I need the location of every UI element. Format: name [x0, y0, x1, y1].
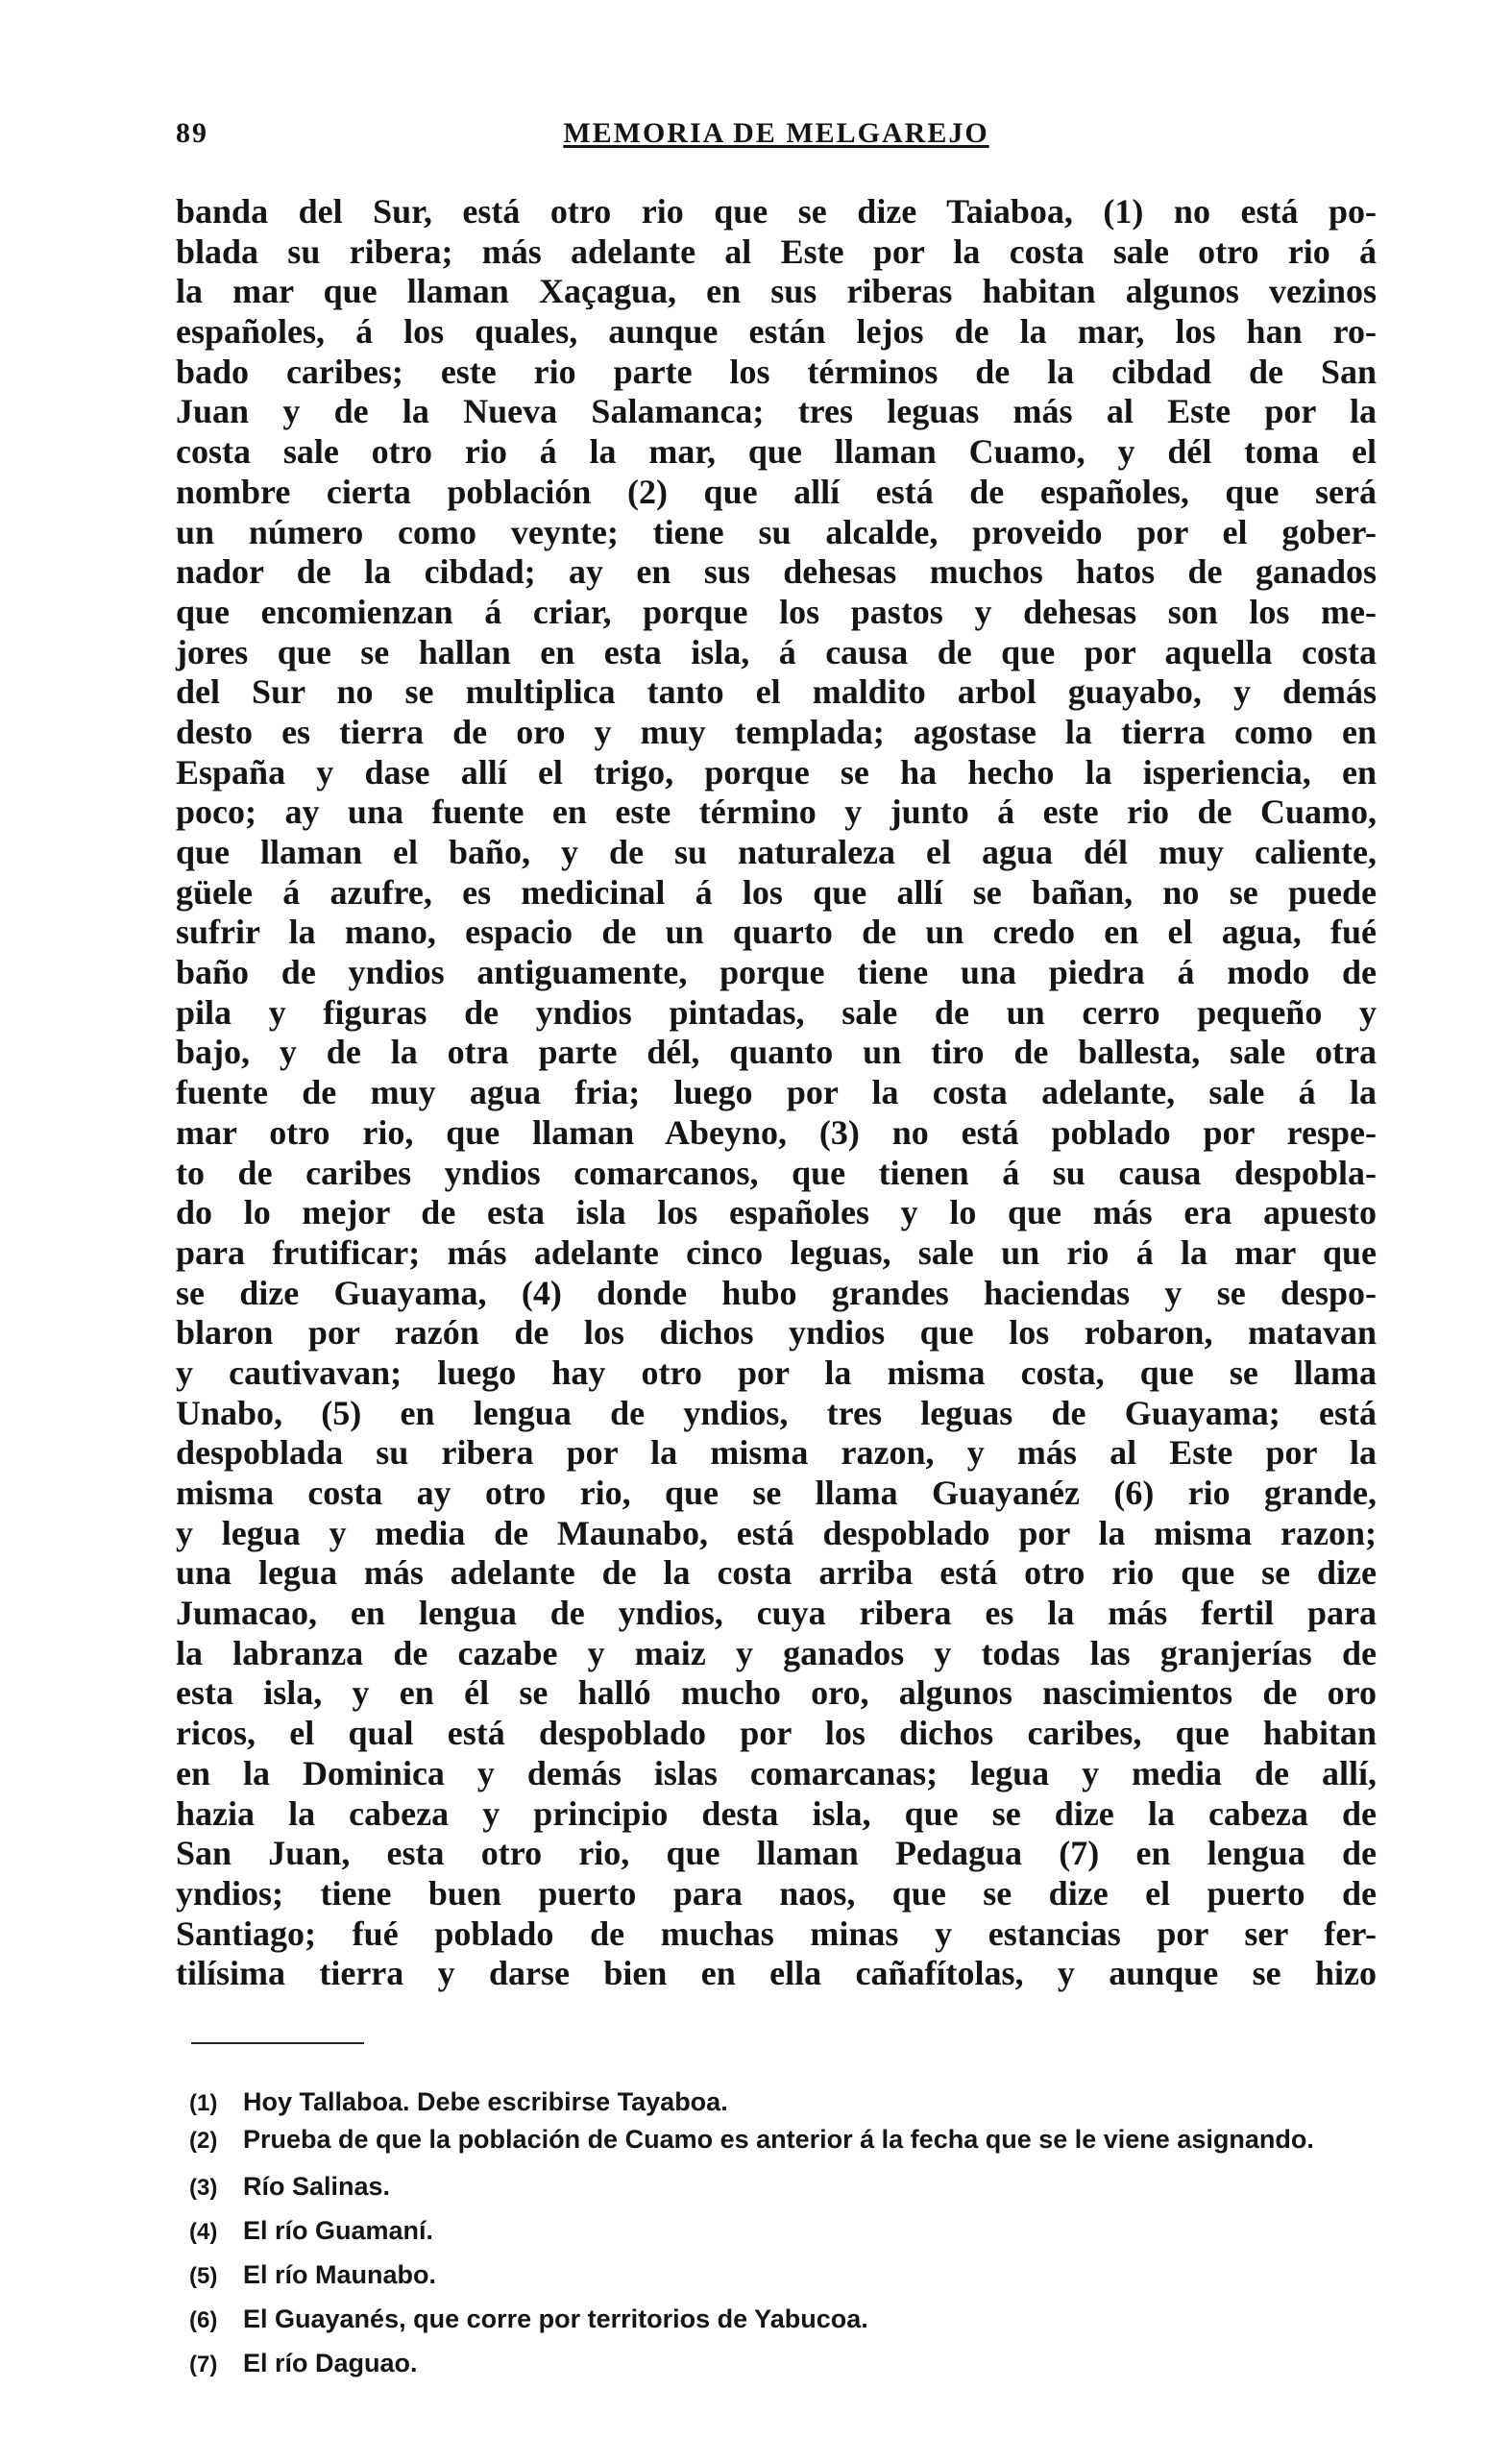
- body-line: poco; ay una fuente en este término y junto á este rio de Cuamo,: [176, 792, 1377, 832]
- footnote-label: (7): [189, 2351, 218, 2377]
- body-line: San Juan, esta otro rio, que llaman Pedagua (7) en lengua de: [176, 1834, 1377, 1873]
- body-line: sufrir la mano, espacio de un quarto de un credo en el agua, fué: [176, 913, 1377, 952]
- footnote-label: (4): [189, 2218, 218, 2245]
- footnote-label: (1): [189, 2089, 218, 2116]
- body-line: y legua y media de Maunabo, está despoblado por la misma razon;: [176, 1513, 1377, 1552]
- body-line: nombre cierta población (2) que allí está de españoles, que será: [176, 472, 1377, 511]
- body-line: bado caribes; este rio parte los términos de la cibdad de San: [176, 352, 1377, 391]
- body-line: y cautivavan; luego hay otro por la misma costa, que se llama: [176, 1353, 1377, 1392]
- footnote-text: El río Maunabo.: [243, 2259, 437, 2289]
- body-line: blada su ribera; más adelante al Este por la costa sale otro rio á: [176, 232, 1377, 271]
- body-line: fuente de muy agua fria; luego por la costa adelante, sale á la: [176, 1073, 1377, 1112]
- body-line: tilísima tierra y darse bien en ella cañafítolas, y aunque se hizo: [176, 1954, 1377, 1993]
- body-line: nador de la cibdad; ay en sus dehesas muchos hatos de ganados: [176, 552, 1377, 592]
- body-line: do lo mejor de esta isla los españoles y lo que más era apuesto: [176, 1193, 1377, 1232]
- body-line: Juan y de la Nueva Salamanca; tres leguas más al Este por la: [176, 392, 1377, 431]
- running-head: [176, 113, 1377, 171]
- body-line: que encomienzan á criar, porque los pastos y dehesas son los me-: [176, 592, 1377, 631]
- footnote-label: (3): [189, 2174, 218, 2201]
- footnote: [176, 2342, 1377, 2386]
- body-line: yndios; tiene buen puerto para naos, que se dize el puerto de: [176, 1873, 1377, 1913]
- body-line: jores que se hallan en esta isla, á causa de que por aquella costa: [176, 632, 1377, 671]
- footnotes: [176, 2081, 1377, 2386]
- body-line: esta isla, y en él se halló mucho oro, algunos nascimientos de oro: [176, 1673, 1377, 1713]
- body-line: una legua más adelante de la costa arriba está otro rio que se dize: [176, 1553, 1377, 1593]
- body-line: to de caribes yndios comarcanos, que tienen á su causa despobla-: [176, 1153, 1377, 1192]
- body-line: la labranza de cazabe y maiz y ganados y todas las granjerías de: [176, 1633, 1377, 1672]
- body-line: pila y figuras de yndios pintadas, sale de un cerro pequeño y: [176, 992, 1377, 1032]
- body-text: [176, 192, 1377, 1994]
- body-line: desto es tierra de oro y muy templada; agostase la tierra como en: [176, 712, 1377, 751]
- body-line: baño de yndios antiguamente, porque tiene una piedra á modo de: [176, 953, 1377, 992]
- body-line: Unabo, (5) en lengua de yndios, tres leguas de Guayama; está: [176, 1393, 1377, 1432]
- body-line: despoblada su ribera por la misma razon, y más al Este por la: [176, 1433, 1377, 1473]
- footnote-label: (6): [189, 2306, 218, 2333]
- footnote-text: El río Guamaní.: [243, 2215, 434, 2245]
- footnote-text: El Guayanés, que corre por territorios de Yabucoa.: [243, 2304, 868, 2333]
- footnote-text: Río Salinas.: [243, 2171, 391, 2201]
- body-line: Santiago; fué poblado de muchas minas y estancias por ser fer-: [176, 1914, 1377, 1953]
- footnote: [176, 2125, 1352, 2156]
- body-line: ricos, el qual está despoblado por los dichos caribes, que habitan: [176, 1714, 1377, 1753]
- body-line: mar otro rio, que llaman Abeyno, (3) no está poblado por respe-: [176, 1112, 1377, 1152]
- body-line: güele á azufre, es medicinal á los que allí se bañan, no se puede: [176, 872, 1377, 912]
- body-line: un número como veynte; tiene su alcalde, proveido por el gober-: [176, 512, 1377, 551]
- footnote-text: Hoy Tallaboa. Debe escribirse Tayaboa.: [243, 2086, 728, 2116]
- footnote: [176, 2254, 1377, 2298]
- body-line: la mar que llaman Xaçagua, en sus riberas habitan algunos vezinos: [176, 272, 1377, 311]
- running-title: MEMORIA DE MELGAREJO: [563, 117, 989, 149]
- footnote: [176, 2165, 1377, 2209]
- footnote-text: Prueba de que la población de Cuamo es anterior á la fecha que se le viene asignando.: [243, 2124, 1314, 2154]
- footnote-label: (2): [189, 2127, 218, 2154]
- footnote: [176, 2209, 1377, 2254]
- page-number: 89: [176, 117, 208, 149]
- body-line: bajo, y de la otra parte dél, quanto un tiro de ballesta, sale otra: [176, 1033, 1377, 1072]
- body-line: banda del Sur, está otro rio que se dize Taiaboa, (1) no está po-: [176, 192, 1377, 231]
- body-line: costa sale otro rio á la mar, que llaman Cuamo, y dél toma el: [176, 432, 1377, 472]
- body-line: que llaman el baño, y de su naturaleza el agua dél muy caliente,: [176, 833, 1377, 871]
- body-line: se dize Guayama, (4) donde hubo grandes haciendas y se despo-: [176, 1273, 1377, 1312]
- footnote-text: El río Daguao.: [243, 2348, 418, 2377]
- body-line: españoles, á los quales, aunque están lejos de la mar, los han ro-: [176, 312, 1377, 352]
- body-line: en la Dominica y demás islas comarcanas; legua y media de allí,: [176, 1753, 1377, 1792]
- body-line: misma costa ay otro rio, que se llama Guayanéz (6) rio grande,: [176, 1474, 1377, 1512]
- body-line: Jumacao, en lengua de yndios, cuya ribera es la más fertil para: [176, 1594, 1377, 1633]
- body-line: hazia la cabeza y principio desta isla, que se dize la cabeza de: [176, 1793, 1377, 1833]
- body-line: España y dase allí el trigo, porque se ha hecho la isperiencia, en: [176, 752, 1377, 792]
- footnote: [176, 2298, 1377, 2342]
- footnote-rule: [191, 2042, 364, 2044]
- footnote-label: (5): [189, 2262, 218, 2289]
- footnote: [176, 2081, 1377, 2125]
- body-line: para frutificar; más adelante cinco leguas, sale un rio á la mar que: [176, 1232, 1377, 1272]
- body-line: del Sur no se multiplica tanto el maldito arbol guayabo, y demás: [176, 672, 1377, 712]
- body-line: blaron por razón de los dichos yndios que los robaron, matavan: [176, 1313, 1377, 1353]
- document-page: [176, 113, 1377, 2386]
